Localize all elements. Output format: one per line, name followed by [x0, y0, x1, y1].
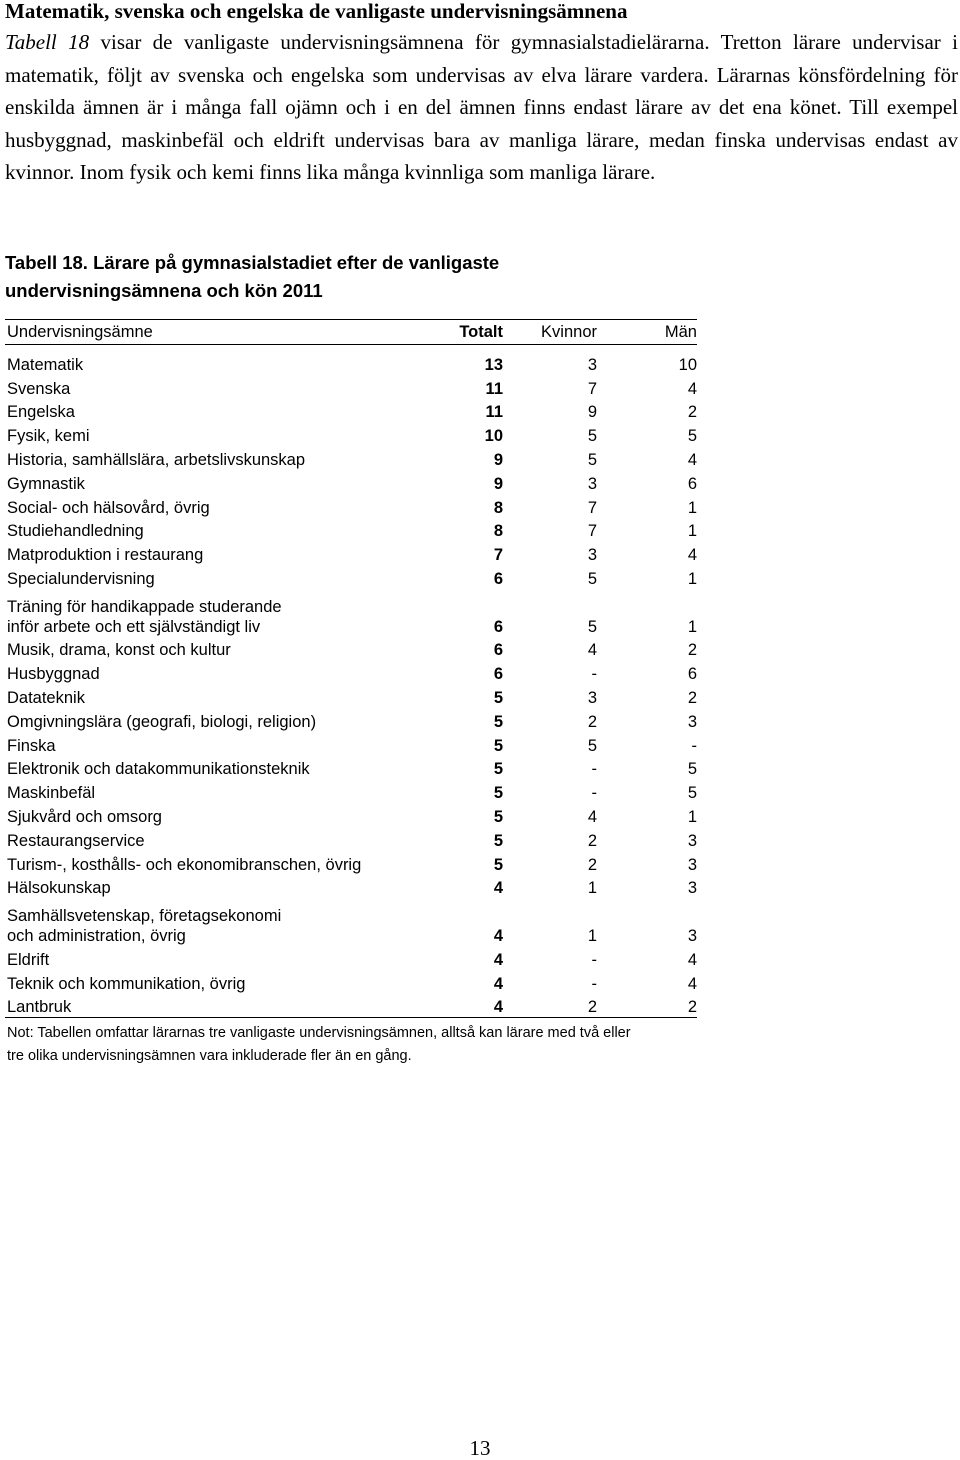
cell-men: 2: [597, 994, 697, 1018]
table-row: [5, 851, 697, 875]
cell-subject: [5, 589, 405, 637]
table-row: [5, 803, 697, 827]
cell-subject-text: Fysik, kemi: [7, 427, 90, 446]
cell-total: 13: [484, 355, 503, 374]
table-row: [5, 422, 697, 446]
cell-subject: [5, 708, 405, 732]
cell-women: 2: [587, 712, 597, 731]
teachers-by-subject-table: [5, 319, 697, 1018]
cell-women: 2: [587, 855, 597, 874]
table-row: [5, 565, 697, 589]
cell-women: -: [591, 784, 597, 803]
body-paragraph: [5, 26, 958, 189]
cell-subject-text: Eldrift: [7, 950, 50, 969]
table-row: [5, 684, 697, 708]
cell-subject-text-line2: inför arbete och ett självständigt liv: [7, 617, 261, 636]
cell-women: 4: [587, 807, 597, 826]
table-row: [5, 827, 697, 851]
cell-subject: [5, 399, 405, 423]
cell-total: 9: [493, 450, 503, 469]
cell-subject-text: Finska: [7, 736, 56, 755]
column-header-women: Kvinnor: [503, 320, 597, 345]
table-row: [5, 660, 697, 684]
cell-total: 4: [493, 879, 503, 898]
cell-men: 6: [687, 665, 697, 684]
cell-total: 6: [493, 569, 503, 588]
cell-subject-text-line2: och administration, övrig: [7, 926, 186, 945]
cell-men: 1: [687, 569, 697, 588]
table-row: [5, 399, 697, 423]
cell-total: 5: [493, 736, 503, 755]
cell-subject-text: Historia, samhällslära, arbetslivskunskap: [7, 450, 306, 469]
cell-total: 4: [493, 974, 503, 993]
cell-women: 5: [587, 569, 597, 588]
cell-subject-text: Maskinbefäl: [7, 784, 96, 803]
cell-subject: [5, 779, 405, 803]
cell-subject-text: Husbyggnad: [7, 665, 100, 684]
cell-subject: [5, 684, 405, 708]
cell-women: -: [591, 974, 597, 993]
cell-subject-text: Matematik: [7, 355, 84, 374]
cell-subject-text: Studiehandledning: [7, 522, 144, 541]
cell-total: 4: [493, 950, 503, 969]
cell-total: 5: [493, 855, 503, 874]
table-note: Not: Tabellen omfattar lärarnas tre vanligaste undervisningsämnen, alltså kan lärare med två eller tre olika undervisningsämnen vara inkluderade fler än en gång.: [7, 1025, 631, 1064]
cell-women: 3: [587, 688, 597, 707]
cell-total: 5: [493, 807, 503, 826]
cell-women: 7: [587, 522, 597, 541]
table-row: [5, 446, 697, 470]
cell-subject: [5, 660, 405, 684]
cell-men: 3: [687, 831, 697, 850]
cell-men: 2: [687, 403, 697, 422]
cell-women: -: [591, 665, 597, 684]
cell-subject: [5, 541, 405, 565]
table-row: [5, 994, 697, 1018]
cell-subject-text: Träning för handikappade studerande: [7, 597, 282, 616]
cell-subject-text: Turism-, kosthålls- och ekonomibranschen, övrig: [7, 855, 362, 874]
cell-men: 1: [687, 522, 697, 541]
cell-women: 5: [587, 736, 597, 755]
table-row: [5, 875, 697, 899]
cell-total: 5: [493, 784, 503, 803]
table-body: [5, 345, 697, 1018]
body-paragraph-text: visar de vanligaste undervisningsämnena för gymnasialstadielärarna. Tretton lärare undervisar i matematik, följt av svenska och engelska som undervisas av elva lärare vardera. Lärarnas könsfördelning för enskilda ämnen är i många fall ojämn och i en del ämnen finns endast lärare av det ena könet. Till exempel husbyggnad, maskinbefäl och eldrift undervisas bara av manliga lärare, medan finska undervisas endast av kvinnor. Inom fysik och kemi finns lika många kvinnliga som manliga lärare.: [5, 30, 959, 184]
cell-subject: [5, 803, 405, 827]
table-row: [5, 470, 697, 494]
cell-men: 2: [687, 688, 697, 707]
table-row: [5, 756, 697, 780]
cell-subject-text: Elektronik och datakommunikationsteknik: [7, 760, 310, 779]
cell-women: 3: [587, 474, 597, 493]
cell-women: 2: [587, 831, 597, 850]
cell-total: 8: [493, 498, 503, 517]
cell-women: 5: [587, 617, 597, 636]
cell-subject: [5, 875, 405, 899]
cell-subject: [5, 827, 405, 851]
cell-women: 1: [587, 879, 597, 898]
cell-men: 1: [687, 498, 697, 517]
cell-subject-text: Gymnastik: [7, 474, 85, 493]
cell-men: 3: [687, 879, 697, 898]
cell-women: 7: [587, 498, 597, 517]
cell-total: 9: [493, 474, 503, 493]
cell-subject: [5, 446, 405, 470]
cell-total: 6: [493, 665, 503, 684]
cell-women: -: [591, 760, 597, 779]
cell-subject-text: Sjukvård och omsorg: [7, 807, 162, 826]
table-row: [5, 351, 697, 375]
cell-men: 5: [687, 784, 697, 803]
cell-men: 4: [687, 546, 697, 565]
column-header-men: Män: [597, 320, 697, 345]
cell-subject-text: Hälsokunskap: [7, 879, 111, 898]
cell-total: 6: [493, 641, 503, 660]
cell-subject-text: Restaurangservice: [7, 831, 145, 850]
table-row: [5, 375, 697, 399]
cell-men: 5: [687, 427, 697, 446]
cell-subject-text: Engelska: [7, 403, 75, 422]
cell-men: 6: [687, 474, 697, 493]
cell-men: 4: [687, 974, 697, 993]
cell-subject: [5, 994, 405, 1018]
table-row: [5, 708, 697, 732]
cell-total: 7: [493, 546, 503, 565]
cell-men: 4: [687, 950, 697, 969]
column-header-total: Totalt: [405, 320, 503, 345]
table-row: [5, 779, 697, 803]
cell-subject: [5, 637, 405, 661]
cell-subject: [5, 375, 405, 399]
cell-subject-text: Matproduktion i restaurang: [7, 546, 204, 565]
cell-subject-text: Omgivningslära (geografi, biologi, religion): [7, 712, 317, 731]
table-row: [5, 898, 697, 946]
cell-subject-text: Social- och hälsovård, övrig: [7, 498, 210, 517]
cell-women: 2: [503, 994, 597, 1018]
cell-total: 11: [485, 403, 503, 422]
cell-subject: [5, 756, 405, 780]
cell-subject-text: Lantbruk: [7, 998, 72, 1017]
cell-men: 3: [687, 855, 697, 874]
cell-subject-text: Musik, drama, konst och kultur: [7, 641, 231, 660]
cell-men: 3: [687, 712, 697, 731]
cell-women: 1: [587, 926, 597, 945]
cell-men: 1: [687, 617, 697, 636]
table-row: [5, 589, 697, 637]
cell-women: 5: [587, 427, 597, 446]
table-reference: Tabell 18: [5, 30, 90, 54]
cell-total: 5: [493, 712, 503, 731]
cell-women: 7: [587, 379, 597, 398]
cell-subject: [5, 970, 405, 994]
cell-total: 11: [485, 379, 503, 398]
table-caption: Tabell 18. Lärare på gymnasialstadiet efter de vanligaste undervisningsämnena och kön 2011: [5, 252, 500, 301]
cell-total: 5: [493, 760, 503, 779]
cell-men: 4: [687, 450, 697, 469]
cell-men: -: [691, 736, 697, 755]
cell-subject-text: Svenska: [7, 379, 71, 398]
cell-subject: [5, 470, 405, 494]
cell-subject-text: Samhällsvetenskap, företagsekonomi: [7, 906, 282, 925]
cell-subject-text: Specialundervisning: [7, 569, 155, 588]
cell-women: 3: [587, 546, 597, 565]
cell-total: 6: [493, 617, 503, 636]
table-row: [5, 541, 697, 565]
cell-subject: [5, 518, 405, 542]
table-header-row: [5, 320, 697, 345]
cell-subject: [5, 851, 405, 875]
cell-subject: [5, 898, 405, 946]
cell-subject-text: Teknik och kommunikation, övrig: [7, 974, 246, 993]
cell-subject: [5, 565, 405, 589]
cell-men: 2: [687, 641, 697, 660]
cell-women: -: [591, 950, 597, 969]
cell-women: 9: [587, 403, 597, 422]
cell-total: 5: [493, 831, 503, 850]
table-row: [5, 494, 697, 518]
section-heading: Matematik, svenska och engelska de vanligaste undervisningsämnena: [5, 0, 628, 23]
cell-subject-text: Datateknik: [7, 688, 85, 707]
page-number: 13: [469, 1436, 491, 1460]
cell-subject: [5, 946, 405, 970]
cell-women: 4: [587, 641, 597, 660]
cell-men: 5: [687, 760, 697, 779]
table-row: [5, 637, 697, 661]
cell-subject: [5, 732, 405, 756]
cell-men: 4: [687, 379, 697, 398]
cell-total: 4: [493, 926, 503, 945]
cell-subject: [5, 494, 405, 518]
cell-subject: [5, 422, 405, 446]
cell-total: 5: [493, 688, 503, 707]
cell-men: 1: [687, 807, 697, 826]
table-row: [5, 732, 697, 756]
cell-women: 5: [587, 450, 597, 469]
table-row: [5, 518, 697, 542]
table-row: [5, 946, 697, 970]
table-row: [5, 970, 697, 994]
cell-total: 8: [493, 522, 503, 541]
cell-women: 3: [587, 355, 597, 374]
cell-men: 3: [687, 926, 697, 945]
column-header-subject: Undervisningsämne: [5, 320, 405, 345]
cell-total: 10: [484, 427, 503, 446]
cell-total: 4: [405, 994, 503, 1018]
cell-men: 10: [678, 355, 697, 374]
cell-subject: [5, 351, 405, 375]
